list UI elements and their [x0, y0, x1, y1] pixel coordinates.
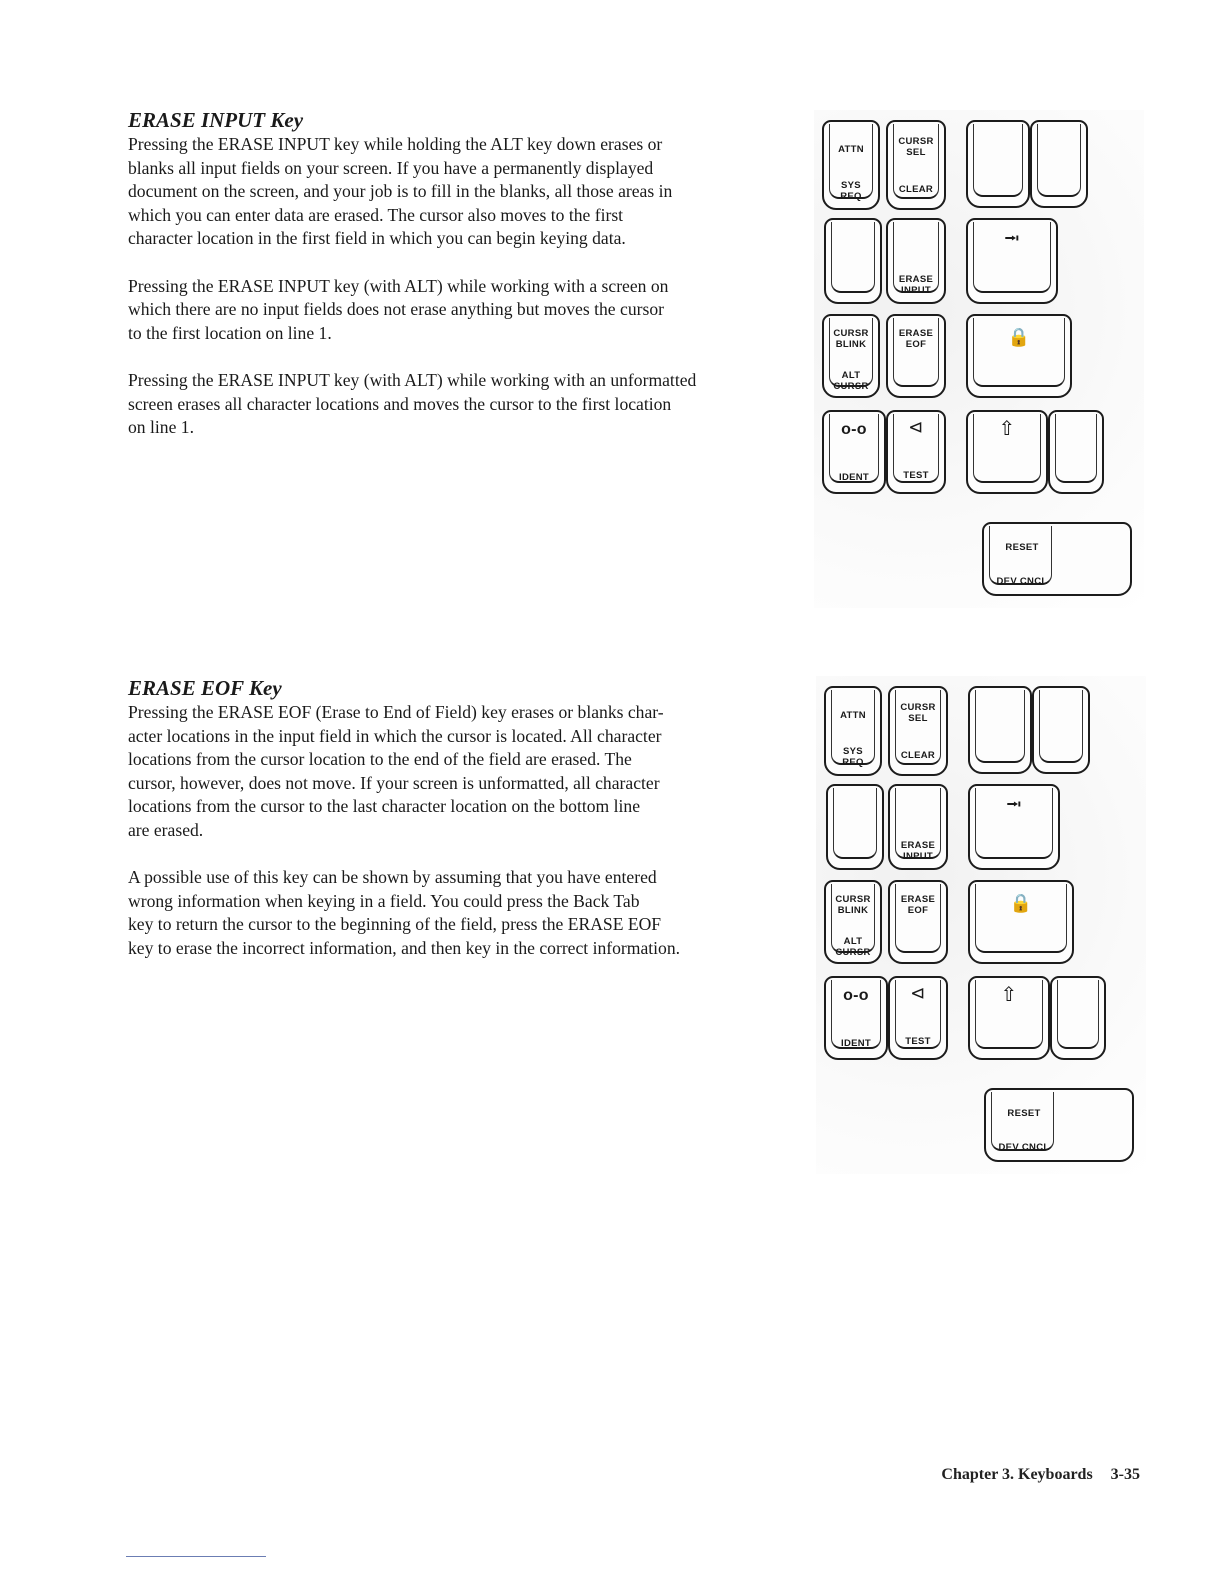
key-label-cursr-blink: CURSR BLINK	[835, 894, 871, 916]
reset-dev-cncl-key	[982, 522, 1132, 596]
key-label-ident: IDENT	[839, 472, 869, 483]
section-erase-input	[128, 108, 778, 463]
key-label-test: TEST	[903, 470, 929, 481]
paragraph: Pressing the ERASE INPUT key (with ALT) while working with a screen on which there are no input fields does not erase anything but moves the cursor to the first location on line 1.	[128, 275, 669, 343]
key-label-erase-eof: ERASE EOF	[900, 894, 936, 916]
chapter-title: Chapter 3. Keyboards	[941, 1466, 1093, 1483]
key-label-dev-cncl: DEV CNCL	[996, 576, 1048, 587]
cursr-sel-clear-key	[886, 120, 946, 210]
cursr-sel-clear-key	[888, 686, 948, 776]
paragraph: Pressing the ERASE EOF (Erase to End of Field) key erases or blanks char- acter locations in the input field in which the cursor is located. All character locations from the cursor location to the end of the field are erased. The cursor, however, does not move. If your screen is unformatted, all character locations from the cursor to the last character location on the bottom line are erased.	[128, 702, 664, 840]
key-label-alt-cursr: ALT CURSR	[833, 370, 869, 392]
erase-input-key	[888, 784, 948, 870]
key-label-attn: ATTN	[840, 710, 866, 721]
blank-key	[1032, 686, 1090, 774]
erase-eof-key	[886, 314, 946, 398]
reset-dev-cncl-key	[984, 1088, 1134, 1162]
ident-symbol-icon: o-o	[843, 987, 869, 1004]
lock-key	[968, 880, 1074, 964]
paragraph: Pressing the ERASE INPUT key while holding the ALT key down erases or blanks all input fields on your screen. If you have a permanently displayed document on the screen, and your job is to fill in the blanks, all those areas in which you can enter data are erased. The cursor also moves to the first character location in the first field in which you can begin keying data.	[128, 134, 673, 249]
cursr-blink-alt-cursr-key	[822, 314, 880, 398]
section-erase-eof	[128, 676, 778, 984]
key-label-erase-input: ERASE INPUT	[900, 840, 936, 862]
keypad-illustration-2	[816, 676, 1146, 1174]
tab-icon: ⭲	[1006, 794, 1022, 816]
ident-key	[824, 976, 888, 1060]
test-symbol-icon: ⊲	[908, 417, 924, 437]
key-label-clear: CLEAR	[900, 750, 936, 761]
cursr-blink-alt-cursr-key	[824, 880, 882, 964]
key-label-reset: RESET	[1007, 1108, 1041, 1119]
ident-symbol-icon: o-o	[841, 421, 867, 438]
paragraph: A possible use of this key can be shown by assuming that you have entered wrong information when keying in a field. You could press the Back Tab key to return the cursor to the beginning of the field, press the ERASE EOF key to erase the incorrect information, and then key in the correct information.	[128, 867, 681, 958]
tab-key	[966, 218, 1058, 304]
tab-icon: ⭲	[1004, 228, 1020, 250]
tab-key	[968, 784, 1060, 870]
blank-key	[966, 120, 1030, 208]
lock-key	[966, 314, 1072, 398]
erase-input-key	[886, 218, 946, 304]
key-label-cursr-sel: CURSR SEL	[898, 136, 934, 158]
blank-key	[968, 686, 1032, 774]
key-label-erase-eof: ERASE EOF	[898, 328, 934, 350]
blank-key	[1048, 410, 1104, 494]
key-label-alt-cursr: ALT CURSR	[835, 936, 871, 958]
key-label-cursr-sel: CURSR SEL	[900, 702, 936, 724]
blank-key	[1030, 120, 1088, 208]
shift-key	[968, 976, 1050, 1060]
shift-key	[966, 410, 1048, 494]
shift-icon: ⇧	[998, 418, 1016, 440]
shift-icon: ⇧	[1000, 984, 1018, 1006]
key-label-attn: ATTN	[838, 144, 864, 155]
page-footer	[941, 1466, 1140, 1484]
key-label-test: TEST	[905, 1036, 931, 1047]
paragraph: Pressing the ERASE INPUT key (with ALT) while working with an unformatted screen erases all character locations and moves the cursor to the first location on line 1.	[128, 369, 697, 438]
keypad-illustration-1	[814, 110, 1144, 608]
key-label-erase-input: ERASE INPUT	[898, 274, 934, 296]
key-label-cursr-blink: CURSR BLINK	[833, 328, 869, 350]
blank-key	[826, 784, 884, 870]
test-key	[888, 976, 948, 1060]
key-label-ident: IDENT	[841, 1038, 871, 1049]
lock-icon: 🔒	[1009, 893, 1033, 913]
lock-icon: 🔒	[1007, 327, 1031, 347]
key-label-clear: CLEAR	[898, 184, 934, 195]
key-label-sys-req: SYS REQ	[842, 746, 864, 768]
section-heading: ERASE INPUT Key	[128, 108, 304, 132]
attn-sys-req-key	[824, 686, 882, 776]
blank-key	[1050, 976, 1106, 1060]
key-label-sys-req: SYS REQ	[840, 180, 862, 202]
key-label-reset: RESET	[1005, 542, 1039, 553]
test-symbol-icon: ⊲	[910, 983, 926, 1003]
erase-eof-key	[888, 880, 948, 964]
page-number: 3-35	[1110, 1466, 1140, 1483]
test-key	[886, 410, 946, 494]
blank-key	[824, 218, 882, 304]
footnote-rule	[126, 1556, 266, 1557]
key-label-dev-cncl: DEV CNCL	[998, 1142, 1050, 1153]
section-heading: ERASE EOF Key	[128, 676, 282, 700]
ident-key	[822, 410, 886, 494]
attn-sys-req-key	[822, 120, 880, 210]
